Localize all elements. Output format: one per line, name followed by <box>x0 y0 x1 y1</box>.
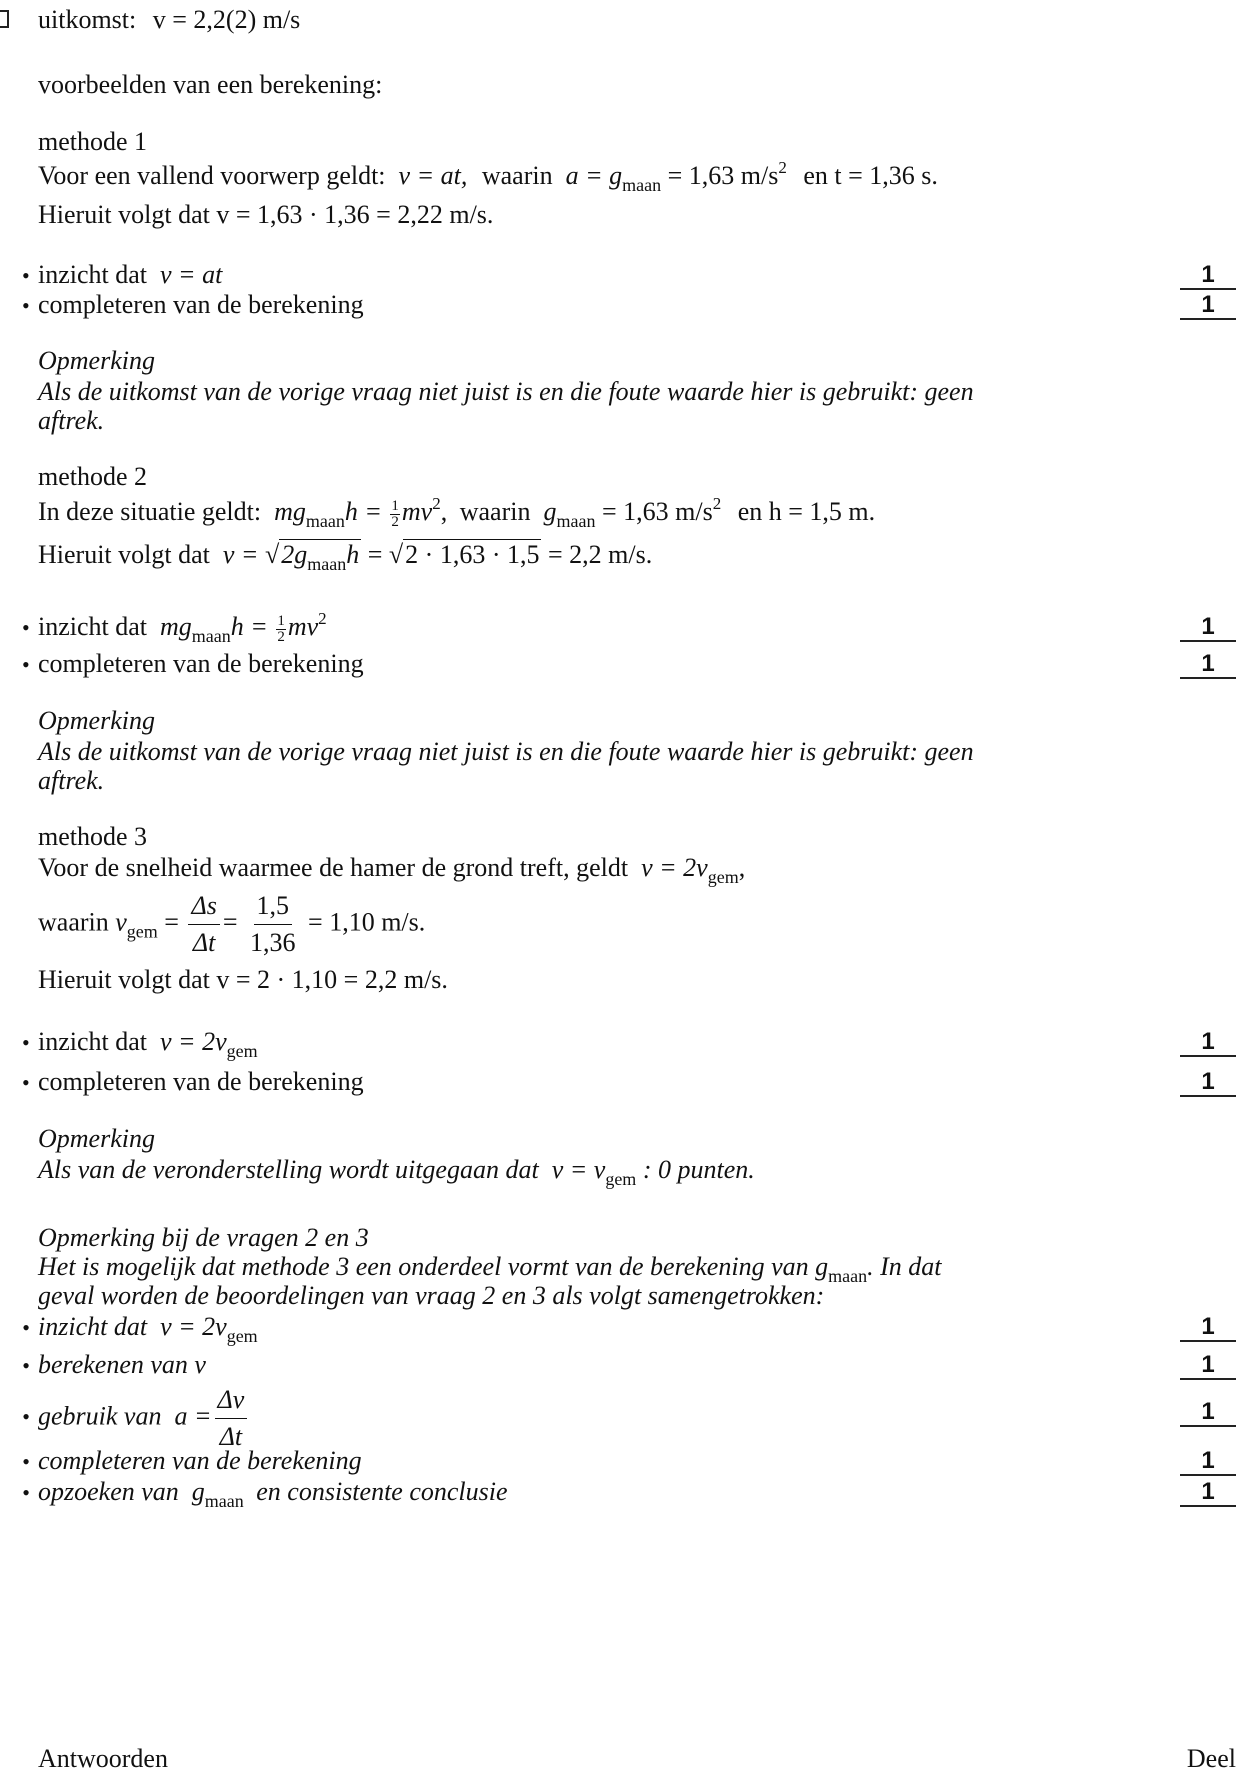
methode3-line1: Voor de snelheid waarmee de hamer de grond treft, geldt $v = 2v_{gem}$, <box>38 853 746 887</box>
footer-right: Deel <box>1186 1744 1236 1773</box>
methode3-bullet2: • completeren van de berekening <box>22 1067 364 1096</box>
uitkomst-label: uitkomst: <box>38 5 137 34</box>
methode2-opmerking-title: Opmerking <box>38 706 155 735</box>
score: 1 <box>1180 1399 1236 1427</box>
methode2-bullet1: • inzicht dat $mg_{maan}h$ = $\frac{1}{2}$ $mv^2$ <box>22 609 327 646</box>
score: 1 <box>1180 614 1236 642</box>
footer-left: Antwoorden <box>38 1744 168 1773</box>
methode1-title: methode 1 <box>38 127 148 156</box>
intro-text: voorbeelden van een berekening: <box>38 70 383 99</box>
methode3-bullet1: • inzicht dat $v = 2v_{gem}$ <box>22 1027 258 1061</box>
methode1-opmerking-text: aftrek. <box>38 406 105 435</box>
methode1-line1: Voor een vallend voorwerp geldt: v = at, waarin $a = g_{maan} = 1,63$ $m/s^2$ en t = 1,36 s. <box>38 158 938 195</box>
methode3-opmerking-title: Opmerking <box>38 1124 155 1153</box>
score: 1 <box>1180 262 1236 290</box>
fraction: $\frac{1,5}{1,36}$ <box>247 888 299 961</box>
combined-text: geval worden de beoordelingen van vraag 2 en 3 als volgt samengetrokken: <box>38 1281 825 1310</box>
combined-bullet1: • inzicht dat $v = 2v_{gem}$ <box>22 1312 258 1346</box>
methode2-title: methode 2 <box>38 462 148 491</box>
uitkomst-value: v = 2,2(2) m/s <box>152 5 301 34</box>
combined-bullet3: • gebruik van a = $\frac{\Delta v}{\Delta t}$ <box>22 1382 250 1455</box>
combined-bullet2: • berekenen van v <box>22 1350 206 1379</box>
methode3-line3: Hieruit volgt dat v = 2 · 1,10 = 2,2 m/s. <box>38 965 448 994</box>
score: 1 <box>1180 1314 1236 1342</box>
methode2-bullet2: • completeren van de berekening <box>22 649 364 678</box>
combined-bullet5: • opzoeken van $g_{maan}$ en consistente conclusie <box>22 1477 508 1511</box>
methode1-line2: Hieruit volgt dat v = 1,63 · 1,36 = 2,22 m/s. <box>38 200 494 229</box>
fraction: $\frac{\Delta s}{\Delta t}$ <box>188 888 219 961</box>
score: 1 <box>1180 1029 1236 1057</box>
methode2-line2: Hieruit volgt dat $v = √2g_{maan}h = √2 \cdot 1,63 \cdot 1,5 = 2,2$ m/s. <box>38 540 653 574</box>
combined-text: Het is mogelijk dat methode 3 een onderdeel vormt van de berekening van $g_{maan}$. In dat <box>38 1252 942 1286</box>
methode2-opmerking-text: aftrek. <box>38 766 105 795</box>
score: 1 <box>1180 1069 1236 1097</box>
score: 1 <box>1180 651 1236 679</box>
score: 1 <box>1180 1352 1236 1380</box>
methode1-opmerking-title: Opmerking <box>38 346 155 375</box>
combined-title: Opmerking bij de vragen 2 en 3 <box>38 1223 369 1252</box>
methode1-opmerking-text: Als de uitkomst van de vorige vraag niet juist is en die foute waarde hier is gebruikt: geen <box>38 377 974 406</box>
checkbox-marker <box>0 10 9 28</box>
methode1-bullet2: • completeren van de berekening <box>22 290 364 319</box>
methode3-opmerking-text: Als van de veronderstelling wordt uitgegaan dat $v = v_{gem}$ : 0 punten. <box>38 1155 755 1189</box>
score: 1 <box>1180 1448 1236 1476</box>
methode3-title: methode 3 <box>38 822 148 851</box>
methode1-bullet1: • inzicht dat v = at <box>22 260 223 289</box>
score: 1 <box>1180 292 1236 320</box>
methode3-line2: waarin $v_{gem}$ = $\frac{\Delta s}{\Delta t}$ = $\frac{1,5}{1,36}$ = 1,10 m/s. <box>38 888 425 961</box>
methode2-opmerking-text: Als de uitkomst van de vorige vraag niet juist is en die foute waarde hier is gebruikt: geen <box>38 737 974 766</box>
methode2-line1: In deze situatie geldt: $mg_{maan}h$ = $\frac{1}{2}$ $mv^2$, waarin $g_{maan} = 1,63$ $m/s^2$ en h = 1,5 m. <box>38 494 876 531</box>
combined-bullet4: • completeren van de berekening <box>22 1446 362 1475</box>
score: 1 <box>1180 1479 1236 1507</box>
uitkomst-line <box>38 5 300 35</box>
